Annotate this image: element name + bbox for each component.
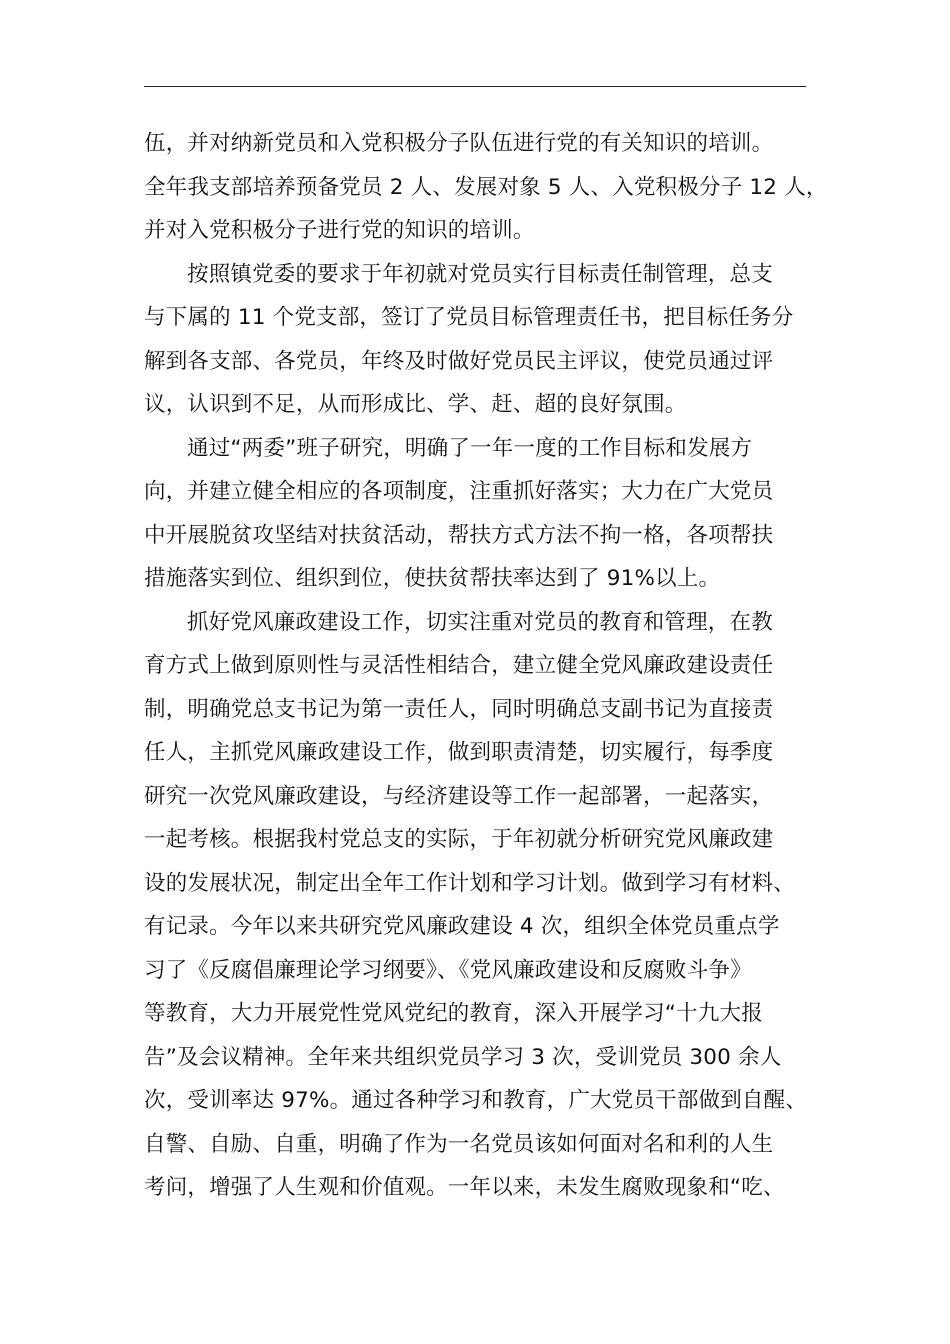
paragraph-line: 向，并建立健全相应的各项制度，注重抓好落实；大力在广大党员 <box>144 479 774 504</box>
paragraph-line: 习了《反腐倡廉理论学习纲要》、《党风廉政建设和反腐败斗争》 <box>144 957 752 983</box>
paragraph-first-line: 按照镇党委的要求于年初就对党员实行目标责任制管理，总支 <box>187 261 773 287</box>
document-body <box>144 122 828 1210</box>
paragraph-line: 设的发展状况，制定出全年工作计划和学习计划。做到学习有材料、 <box>144 870 796 896</box>
paragraph-line: 自警、自励、自重，明确了作为一名党员该如何面对名和利的人生 <box>144 1131 774 1157</box>
paragraph-line: 任人，主抓党风廉政建设工作，做到职责清楚，切实履行，每季度 <box>144 740 774 765</box>
paragraph-line: 中开展脱贫攻坚结对扶贫活动，帮扶方式方法不拘一格，各项帮扶 <box>144 522 774 548</box>
paragraph-line: 议，认识到不足，从而形成比、学、赶、超的良好氛围。 <box>144 392 687 417</box>
paragraph-line: 等教育，大力开展党性党风党纪的教育，深入开展学习“十九大报 <box>144 1001 763 1026</box>
paragraph-line: 次，受训率达 97%。通过各种学习和教育，广大党员干部做到自醒、 <box>144 1088 808 1113</box>
paragraph-line: 研究一次党风廉政建设，与经济建设等工作一起部署，一起落实， <box>144 783 774 809</box>
paragraph-line: 伍，并对纳新党员和入党积极分子队伍进行党的有关知识的培训。 <box>144 131 774 156</box>
paragraph-line: 与下属的 11 个党支部，签订了党员目标管理责任书，把目标任务分 <box>144 305 794 330</box>
paragraph-line: 全年我支部培养预备党员 2 人、发展对象 5 人、入党积极分子 12 人， <box>144 174 828 200</box>
paragraph-line: 制，明确党总支书记为第一责任人，同时明确总支副书记为直接责 <box>144 696 774 722</box>
paragraph-line: 告”及会议精神。全年来共组织党员学习 3 次，受训党员 300 余人 <box>144 1044 782 1070</box>
paragraph-first-line: 抓好党风廉政建设工作，切实注重对党员的教育和管理，在教 <box>187 609 773 635</box>
header-rule <box>144 86 806 87</box>
paragraph-line: 考问，增强了人生观和价值观。一年以来，未发生腐败现象和“吃、 <box>144 1175 785 1200</box>
paragraph-line: 一起考核。根据我村党总支的实际，于年初就分析研究党风廉政建 <box>144 827 774 852</box>
paragraph-line: 解到各支部、各党员，年终及时做好党员民主评议，使党员通过评 <box>144 348 774 374</box>
paragraph-line: 有记录。今年以来共研究党风廉政建设 4 次，组织全体党员重点学 <box>144 914 780 939</box>
paragraph-line: 并对入党积极分子进行党的知识的培训。 <box>144 218 535 243</box>
paragraph-line: 育方式上做到原则性与灵活性相结合，建立健全党风廉政建设责任 <box>144 653 774 678</box>
paragraph-first-line: 通过“两委”班子研究，明确了一年一度的工作目标和发展方 <box>187 435 753 461</box>
paragraph-line: 措施落实到位、组织到位，使扶贫帮扶率达到了 91%以上。 <box>144 566 721 591</box>
